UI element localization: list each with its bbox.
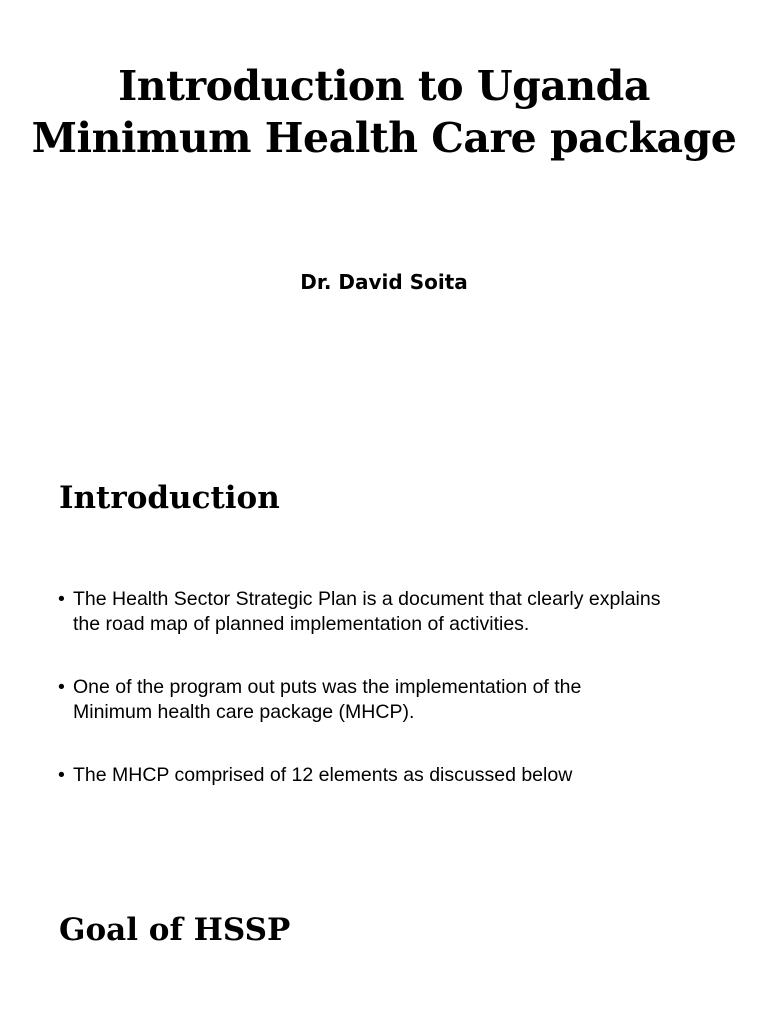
bullet-list [58, 587, 708, 826]
slide-title [0, 60, 768, 164]
section-heading: Introduction [59, 480, 280, 516]
bullet-item [58, 763, 708, 788]
bullet-text-line: the road map of planned implementation of activities. [73, 613, 530, 635]
bullet-text-line: The Health Sector Strategic Plan is a document that clearly explains [73, 588, 661, 610]
bullet-item [58, 587, 708, 637]
bullet-text-line: The MHCP comprised of 12 elements as discussed below [73, 764, 573, 786]
title-line-1: Introduction to Uganda [118, 62, 650, 110]
goal-slide [0, 880, 768, 1024]
bullet-text-line: Minimum health care package (MHCP). [73, 701, 415, 723]
slide-author: Dr. David Soita [300, 270, 468, 294]
introduction-slide [0, 440, 768, 880]
bullet-dot-icon: • [58, 764, 65, 786]
bullet-dot-icon: • [58, 676, 65, 698]
title-line-2: Minimum Health Care package [31, 114, 737, 162]
section-heading: Goal of HSSP [59, 912, 291, 948]
bullet-dot-icon: • [58, 588, 65, 610]
bullet-text-line: One of the program out puts was the implementation of the [73, 676, 582, 698]
bullet-item [58, 675, 708, 725]
title-slide [0, 0, 768, 440]
